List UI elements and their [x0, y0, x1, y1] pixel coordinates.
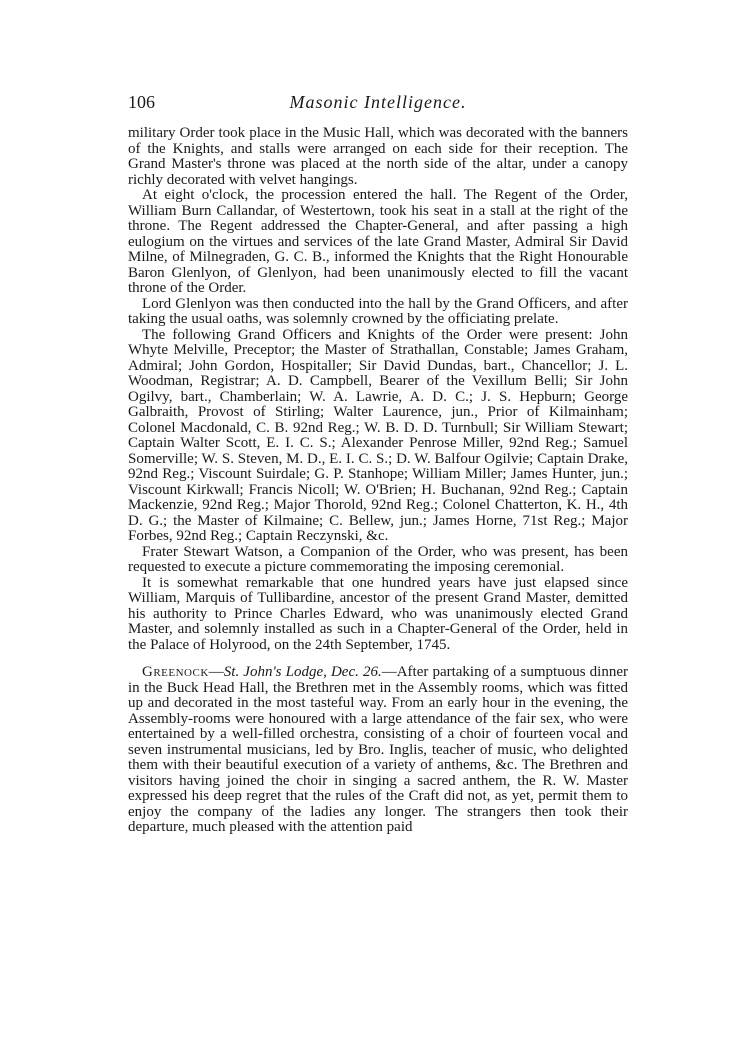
greenock-paragraph [128, 665, 628, 836]
page-number: 106 [128, 92, 155, 112]
running-title: Masonic Intelligence. [289, 92, 467, 112]
paragraph: military Order took place in the Music Hall, which was decorated with the banners of the Knights, and stalls were arranged on each side for their reception. The Grand Master's throne was placed at the north side of the altar, under a canopy richly decorated with velvet hangings. [128, 125, 628, 188]
greenock-text: —After partaking of a sumptuous dinner in the Buck Head Hall, the Brethren met in the Assembly rooms, which was fitted up and decorated in the most tasteful way. From an early hour in the evening, the Assembly-rooms were honoured with a large attendance of the fair sex, who were entertained by a well-filled orchestra, consisting of a choir of fourteen vocal and seven instrumental musicians, led by Bro. Inglis, teacher of music, who delighted them with their beautiful execution of a variety of anthems, &c. The Brethren and visitors having joined the choir in singing a sacred anthem, the R. W. Master expressed his deep regret that the rules of the Craft did not, as yet, permit them to enjoy the company of the ladies any longer. The strangers then took their departure, much pleased with the attention paid [128, 664, 628, 835]
place-heading: Greenock [142, 664, 209, 680]
paragraph: The following Grand Officers and Knights of the Order were present: John Whyte Melville, Preceptor; the Master of Strathallan, Constable; James Graham, Admiral; John Gordon, Hospitaller; Sir David Dundas, bart., Chancellor; J. L. Woodman, Registrar; A. D. Campbell, Bearer of the Vexillum Belli; Sir John Ogilvy, bart., Chamberlain; W. A. Lawrie, A. D. C.; J. S. Hepburn; George Galbraith, Provost of Stirling; Walter Laurence, jun., Prior of Kilmainham; Colonel Macdonald, C. B. 92nd Reg.; W. B. D. D. Turnbull; Sir William Stewart; Captain Walter Scott, E. I. C. S.; Alexander Penrose Miller, 92nd Reg.; Samuel Somerville; W. S. Steven, M. D., E. I. C. S.; D. W. Balfour Ogilvie; Captain Drake, 92nd Reg.; Viscount Suirdale; G. P. Stanhope; William Miller; James Hunter, jun.; Viscount Kirkwall; Francis Nicoll; W. O'Brien; H. Buchanan, 92nd Reg.; Captain Mackenzie, 92nd Reg.; Major Thorold, 92nd Reg.; Colonel Chatterton, K. H., 4th D. G.; the Master of Kilmaine; C. Bellew, jun.; James Horne, 71st Reg.; Major Forbes, 92nd Reg.; Captain Reczynski, &c. [128, 326, 628, 544]
paragraph: Lord Glenlyon was then conducted into the hall by the Grand Officers, and after taking the usual oaths, was solemnly crowned by the officiating prelate. [128, 295, 628, 327]
page-header [128, 92, 628, 118]
lodge-date: St. John's Lodge, Dec. 26. [223, 664, 382, 680]
article-body [128, 126, 628, 836]
paragraph: It is somewhat remarkable that one hundred years have just elapsed since William, Marquis of Tullibardine, ancestor of the present Grand Master, demitted his authority to Prince Charles Edward, who was unanimously elected Grand Master, and solemnly installed as such in a Chapter-General of the Order, held in the Palace of Holyrood, on the 24th September, 1745. [128, 574, 628, 653]
paragraph: Frater Stewart Watson, a Companion of the Order, who was present, has been requested to execute a picture commemorating the imposing ceremonial. [128, 543, 628, 575]
heading-dash: — [208, 664, 224, 680]
paragraph: At eight o'clock, the procession entered the hall. The Regent of the Order, William Burn Callandar, of Westertown, took his seat in a stall at the right of the throne. The Regent addressed the Chapter-General, and after passing a high eulogium on the virtues and services of the late Grand Master, Admiral Sir David Milne, of Milnegraden, G. C. B., informed the Knights that the Right Honourable Baron Glenlyon, of Glenlyon, had been unanimously elected to fill the vacant throne of the Order. [128, 187, 628, 296]
